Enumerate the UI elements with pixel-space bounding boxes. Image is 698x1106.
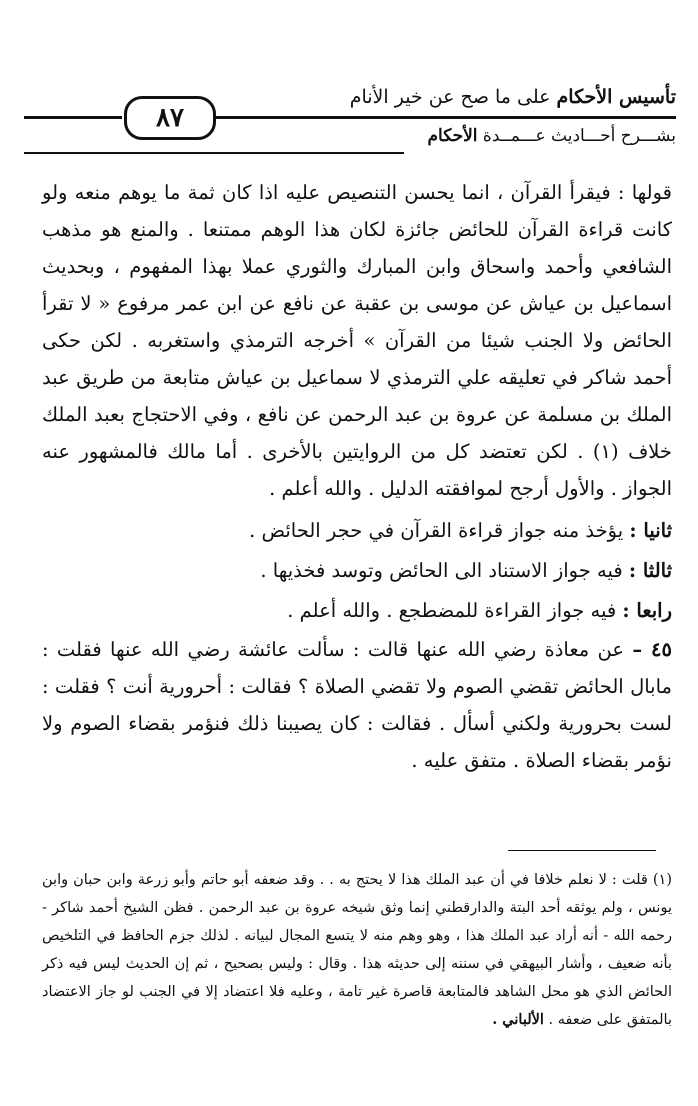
subtitle-prefix: بشـــرح أحـــاديث عـــمــدة xyxy=(477,126,676,146)
book-title-bold: تأسيس الأحكام xyxy=(556,86,676,108)
book-title xyxy=(350,86,676,108)
point-label: رابعا : xyxy=(622,599,672,622)
book-title-rest: على ما صح عن خير الأنام xyxy=(349,86,557,108)
header-rule-left xyxy=(24,116,122,119)
header-rule-right xyxy=(214,116,676,119)
footnote-text: (١) قلت : لا نعلم خلافا في أن عبد الملك هذا لا يحتج به . . وقد ضعفه أبو حاتم وأبو زرعة وابن حبان وابن يونس ، ولم يوثقه أحد البتة والدارقطني إنما وثق شيخه عروة بن عبد الرحمن . فظن الشيخ أحمد شاكر - رحمه الله - أنه أراد عبد الملك هذا ، وهو وهم منه لا يتسع المجال لبيانه . لذلك جزم الحافظ في التلخيص بأنه ضعيف ، وأشار البيهقي في سننه إلى حديثه هذا . وقال : وليس بصحيح ، ثم إن الحديث ليس فيه ذكر الحائض الذي هو محل الشاهد فالمتابعة قاصرة غير تامة ، وعليه فلا اعتضاد إلا في الجنب لو جاز الاعتضاد بالمتفق على ضعفه . xyxy=(42,872,672,1028)
point-text: يؤخذ منه جواز قراءة القرآن في حجر الحائض . xyxy=(249,519,630,542)
footnote xyxy=(42,866,672,1034)
point-text: فيه جواز القراءة للمضطجع . والله أعلم . xyxy=(287,599,623,622)
subtitle-underline xyxy=(24,152,404,154)
hadith-number: ٤٥ – xyxy=(632,638,672,661)
page-header xyxy=(24,82,676,162)
main-text xyxy=(42,174,672,779)
point-item xyxy=(42,591,672,631)
hadith-text: عن معاذة رضي الله عنها قالت : سألت عائشة رضي الله عنها فقلت : مابال الحائض تقضي الصوم ولا تقضي الصلاة ؟ فقالت : أحرورية أنت ؟ فقلت : لست بحرورية ولكني أسأل . فقالت : كان يصيبنا ذلك فنؤمر بقضاء الصوم ولا نؤمر بقضاء الصلاة . متفق عليه . xyxy=(42,638,672,772)
point-label: ثالثا : xyxy=(628,559,672,582)
footnote-paragraph xyxy=(42,866,672,1034)
footnote-divider xyxy=(508,850,656,851)
point-label: ثانيا : xyxy=(629,519,672,542)
point-text: فيه جواز الاستناد الى الحائض وتوسد فخذيها . xyxy=(260,559,629,582)
main-paragraph: قولها : فيقرأ القرآن ، انما يحسن التنصيص عليه اذا كان ثمة ما يوهم منعه ولو كانت قراءة القرآن للحائض جائزة لكان هذا الوهم ممتنعا . والمنع هو مذهب الشافعي وأحمد واسحاق وابن المبارك والثوري عملا بهذا المفهوم ، وبحديث اسماعيل بن عياش عن موسى بن عقبة عن نافع عن ابن عمر مرفوع « لا تقرأ الحائض ولا الجنب شيئا من القرآن » أخرجه الترمذي واستغربه . لكن حكى أحمد شاكر في تعليقه علي الترمذي لا سماعيل بن عياش متابعة من طريق عبد الملك بن مسلمة عن عروة بن عبد الرحمن عن نافع ، وفي الاحتجاج بعبد الملك خلاف (١) . لكن تعتضد كل من الروايتين بالأخرى . أما مالك فالمشهور عنه الجواز . والأول أرجح لموافقته الدليل . والله أعلم . xyxy=(42,181,672,500)
hadith-paragraph xyxy=(42,631,672,779)
book-subtitle xyxy=(428,126,677,146)
page-number: ٨٧ xyxy=(124,96,216,140)
footnote-author: الألباني . xyxy=(492,1011,544,1028)
point-item xyxy=(42,511,672,551)
points-list xyxy=(42,511,672,631)
point-item xyxy=(42,551,672,591)
subtitle-bold: الأحكام xyxy=(427,126,478,146)
